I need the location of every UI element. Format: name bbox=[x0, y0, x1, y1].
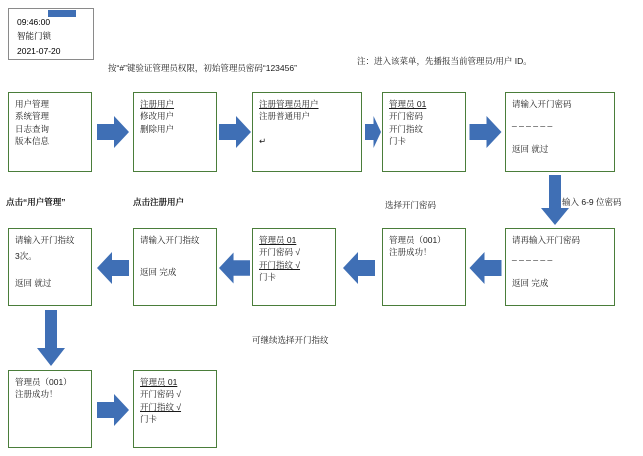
menu-item-modify-user[interactable]: 修改用户 bbox=[140, 111, 175, 122]
label-click-user-mgmt: 点击“用户管理” bbox=[6, 197, 66, 207]
option-door-card-3[interactable]: 门卡 bbox=[140, 413, 158, 424]
node-admin-options-2[interactable] bbox=[252, 228, 336, 306]
menu-item-delete-user[interactable]: 删除用户 bbox=[140, 123, 175, 134]
fingerprint-actions-2[interactable]: 返回 就过 bbox=[15, 277, 52, 288]
node-register-type[interactable] bbox=[252, 92, 362, 172]
fingerprint-count-2: 3次。 bbox=[15, 251, 37, 262]
option-door-password-1[interactable]: 开门密码 bbox=[389, 111, 424, 122]
label-choose-door-pwd: 选择开门密码 bbox=[385, 200, 437, 210]
register-success-id-1: 管理员（001） bbox=[389, 235, 446, 245]
arrow-right-2 bbox=[219, 114, 251, 150]
node-password-input-1[interactable] bbox=[505, 92, 615, 172]
node-password-input-2[interactable] bbox=[505, 228, 615, 306]
arrow-right-5 bbox=[96, 392, 130, 428]
lcd-cap-bar bbox=[48, 10, 76, 17]
arrow-left-4 bbox=[96, 250, 130, 286]
password-prompt-2: 请再输入开门密码 bbox=[512, 235, 581, 245]
password-placeholder-1: _ _ _ _ _ _ bbox=[512, 117, 553, 128]
node-fingerprint-input-1[interactable] bbox=[133, 228, 217, 306]
fingerprint-actions-1[interactable]: 返回 完成 bbox=[140, 267, 177, 278]
option-door-password-2[interactable]: 开门密码 √ bbox=[259, 247, 301, 258]
node-main-menu[interactable] bbox=[8, 92, 92, 172]
fingerprint-prompt-2: 请输入开门指纹 bbox=[15, 235, 75, 245]
lcd-date: 2021-07-20 bbox=[17, 45, 61, 56]
password-actions-2[interactable]: 返回 完成 bbox=[512, 277, 549, 288]
node-register-success-1 bbox=[382, 228, 466, 306]
label-click-register: 点击注册用户 bbox=[133, 197, 185, 207]
option-door-card-2[interactable]: 门卡 bbox=[259, 271, 277, 282]
register-success-text-2: 注册成功！ bbox=[15, 389, 58, 400]
node-fingerprint-input-2[interactable] bbox=[8, 228, 92, 306]
menu-item-version-info[interactable]: 版本信息 bbox=[15, 135, 50, 146]
node-user-operations[interactable] bbox=[133, 92, 217, 172]
node-admin-options-1[interactable] bbox=[382, 92, 466, 172]
arrow-left-2 bbox=[339, 250, 379, 286]
arrow-down-2 bbox=[36, 310, 66, 366]
menu-item-system-management[interactable]: 系统管理 bbox=[15, 111, 50, 122]
menu-item-enter-symbol: ↵ bbox=[259, 135, 267, 146]
admin-id-label-3: 管理员 01 bbox=[140, 377, 178, 387]
lcd-title: 智能门锁 bbox=[17, 31, 52, 42]
password-prompt-1: 请输入开门密码 bbox=[512, 99, 572, 109]
option-door-card-1[interactable]: 门卡 bbox=[389, 135, 407, 146]
label-continue-fingerprint: 可继续选择开门指纹 bbox=[252, 335, 329, 345]
password-placeholder-2: _ _ _ _ _ _ bbox=[512, 251, 553, 262]
menu-item-register-admin[interactable]: 注册管理员用户 bbox=[259, 99, 319, 109]
option-door-fingerprint-1[interactable]: 开门指纹 bbox=[389, 123, 424, 134]
arrow-down-1 bbox=[540, 175, 570, 225]
menu-item-register-user[interactable]: 注册用户 bbox=[140, 99, 175, 109]
arrow-left-1 bbox=[469, 250, 502, 286]
admin-id-label-1: 管理员 01 bbox=[389, 99, 427, 109]
note-menu: 注：进入该菜单，先播报当前管理员/用户 ID。 bbox=[357, 56, 532, 66]
register-success-text-1: 注册成功！ bbox=[389, 247, 432, 258]
node-admin-options-3[interactable] bbox=[133, 370, 217, 448]
menu-item-register-normal[interactable]: 注册普通用户 bbox=[259, 111, 311, 122]
option-door-fingerprint-2[interactable]: 开门指纹 √ bbox=[259, 259, 301, 270]
arrow-left-3 bbox=[219, 250, 250, 286]
arrow-right-4 bbox=[469, 114, 502, 150]
arrow-right-1 bbox=[97, 114, 129, 150]
password-actions-1[interactable]: 返回 就过 bbox=[512, 143, 549, 154]
option-door-password-3[interactable]: 开门密码 √ bbox=[140, 389, 182, 400]
menu-item-log-query[interactable]: 日志查询 bbox=[15, 123, 50, 134]
menu-item-user-management[interactable]: 用户管理 bbox=[15, 99, 50, 109]
node-register-success-2 bbox=[8, 370, 92, 448]
lcd-time: 09:46:00 bbox=[17, 17, 51, 27]
admin-id-label-2: 管理员 01 bbox=[259, 235, 297, 245]
option-door-fingerprint-3[interactable]: 开门指纹 √ bbox=[140, 401, 182, 412]
label-input-digits: 输入 6-9 位密码 bbox=[562, 197, 622, 207]
arrow-right-3 bbox=[365, 114, 381, 150]
note-press-hash: 按“#”键验证管理员权限，初始管理员密码“123456” bbox=[108, 63, 297, 73]
register-success-id-2: 管理员（001） bbox=[15, 377, 72, 387]
fingerprint-prompt-1: 请输入开门指纹 bbox=[140, 235, 200, 245]
